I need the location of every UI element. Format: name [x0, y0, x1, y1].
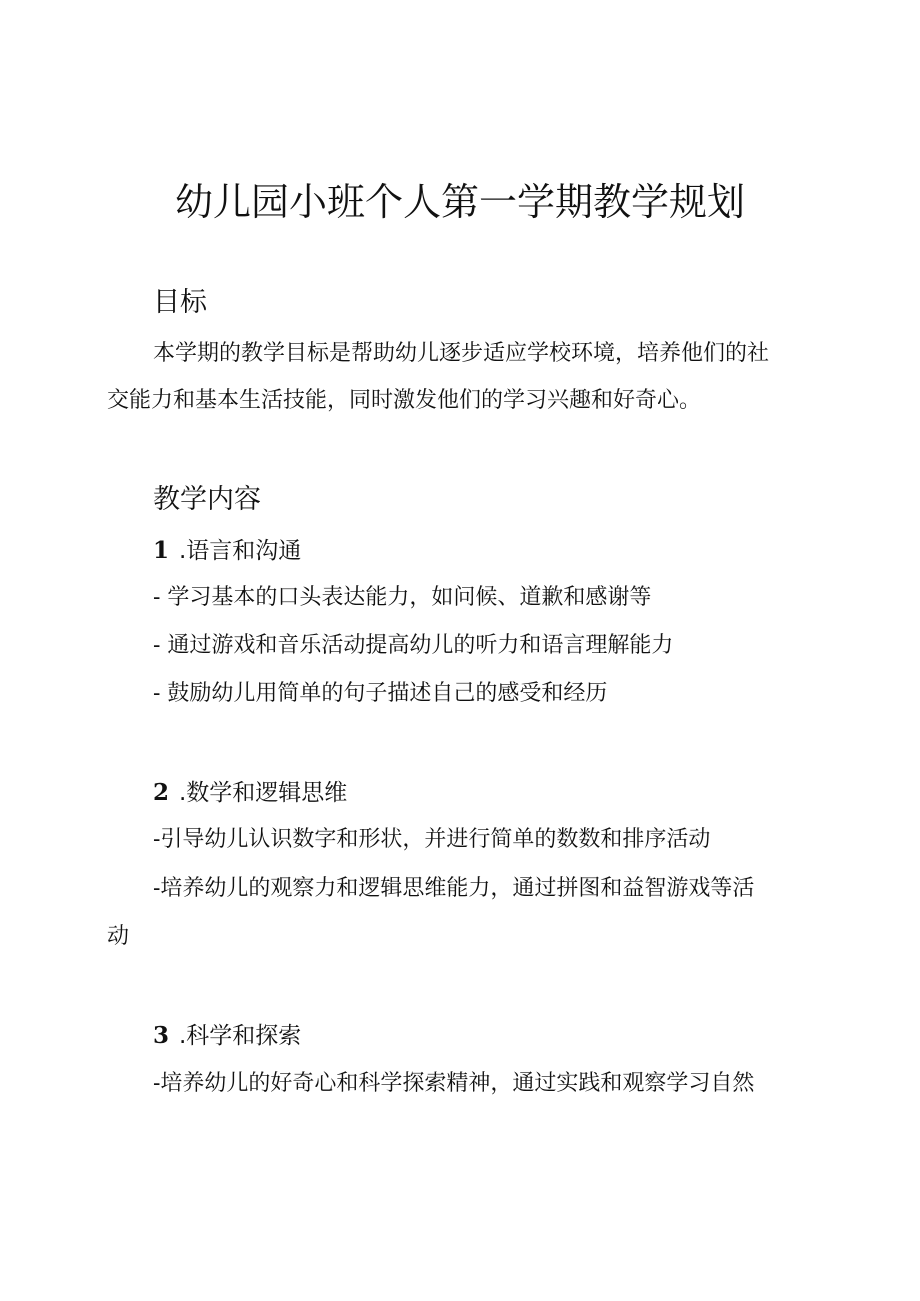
section-title: .数学和逻辑思维: [179, 780, 348, 806]
goal-paragraph-line-1: 本学期的教学目标是帮助幼儿逐步适应学校环境，培养他们的社: [153, 341, 770, 366]
section-2-item-2: -培养幼儿的观察力和逻辑思维能力，通过拼图和益智游戏等活: [153, 876, 755, 901]
section-2-item-2-continued: 动: [107, 924, 130, 949]
section-number: 2: [153, 779, 170, 806]
section-title: .科学和探索: [179, 1023, 302, 1049]
goal-heading: 目标: [153, 287, 207, 318]
section-title: .语言和沟通: [179, 538, 302, 564]
section-number: 3: [153, 1022, 170, 1049]
section-1-item-1: - 学习基本的口头表达能力，如问候、道歉和感谢等: [153, 585, 652, 610]
section-3-heading: [153, 1021, 301, 1051]
goal-paragraph-line-2: 交能力和基本生活技能，同时激发他们的学习兴趣和好奇心。: [107, 388, 702, 413]
section-2-heading: [153, 778, 347, 808]
content-heading: 教学内容: [153, 484, 261, 515]
section-2-item-1: -引导幼儿认识数字和形状，并进行简单的数数和排序活动: [153, 827, 711, 852]
section-1-item-3: - 鼓励幼儿用简单的句子描述自己的感受和经历: [153, 681, 608, 706]
document-title: 幼儿园小班个人第一学期教学规划: [174, 180, 745, 224]
section-1-item-2: - 通过游戏和音乐活动提高幼儿的听力和语言理解能力: [153, 633, 674, 658]
section-number: 1: [153, 537, 170, 564]
section-3-item-1: -培养幼儿的好奇心和科学探索精神，通过实践和观察学习自然: [153, 1071, 755, 1096]
section-1-heading: [153, 536, 301, 566]
